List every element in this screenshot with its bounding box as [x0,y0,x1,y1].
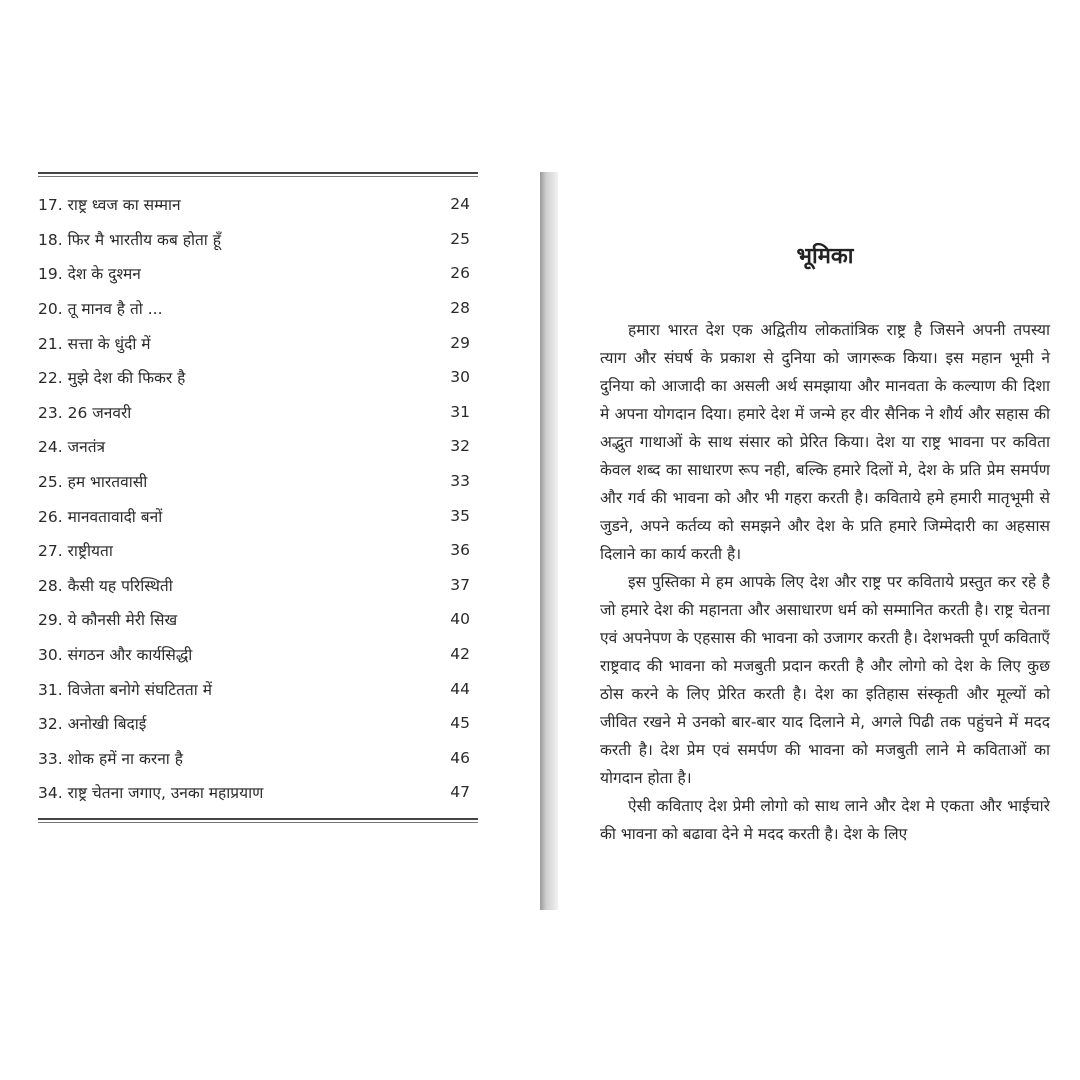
toc-entry-number: 29. [38,611,63,630]
toc-entry-title [38,262,141,284]
toc-entry-title [38,332,151,354]
toc-entry-page: 37 [450,575,470,594]
toc-entry-page: 28 [450,299,470,318]
toc-entry-text: 26 जनवरी [67,403,132,422]
toc-entry-text: देश के दुश्मन [67,265,141,284]
paragraph: हमारा भारत देश एक अद्वितीय लोकतांत्रिक राष्ट्र है जिसने अपनी तपस्या त्याग और संघर्ष के प्रकाश से दुनिया को जागरूक किया। इस महान भूमी ने दुनिया को आजादी का असली अर्थ समझाया और मानवता के कल्याण की दिशा मे अपना योगदान दिया। हमारे देश में जन्मे हर वीर सैनिक ने शौर्य और सहास की अद्भुत गाथाओं के साथ संसार को प्रेरित किया। देश या राष्ट्र भावना पर कविता केवल शब्द का साधारण रूप नही, बल्कि हमारे दिलों मे, देश के प्रति प्रेम समर्पण और गर्व की भावना को और भी गहरा करती है। कविताये हमे हमारी मातृभूमी से जुडने, अपने कर्तव्य को समझने और देश के प्रति हमारे जिम्मेदारी का अहसास दिलाने का कार्य करती है। [600,321,1050,563]
toc-entry-number: 27. [38,542,63,561]
toc-entry-number: 19. [38,265,63,284]
toc-entry-text: सत्ता के धुंदी में [67,334,151,353]
toc-entry-text: शोक हमें ना करना है [67,749,183,768]
toc-entry-title [38,608,177,630]
toc-entry-title [38,781,263,803]
toc-entry-page: 32 [450,437,470,456]
toc-entry-title [38,747,183,769]
toc-entry-title [38,366,185,388]
toc-entry-title [38,401,131,423]
toc-entry [38,533,478,568]
toc-entry-text: राष्ट्र ध्वज का सम्मान [67,196,181,215]
toc-entry-number: 23. [38,403,63,422]
toc-entry-page: 26 [450,264,470,283]
toc-entry [38,360,478,395]
toc-entry-page: 47 [450,783,470,802]
toc-entry-text: ये कौनसी मेरी सिख [67,611,178,630]
toc-entry-page: 31 [450,402,470,421]
toc-entry [38,637,478,672]
preface-body [600,316,1050,848]
toc-entry-page: 44 [450,679,470,698]
toc-entry-text: राष्ट्रीयता [67,542,113,561]
paragraph: ऐसी कविताए देश प्रेमी लोगो को साथ लाने और देश मे एकता और भाईचारे की भावना को बढावा देने मे मदद करती है। देश के लिए [600,797,1050,843]
toc-entry-text: अनोखी बिदाई [67,715,147,734]
toc-entry-title [38,505,162,527]
toc-entry [38,256,478,291]
toc-entry [38,291,478,326]
toc-entry [38,602,478,637]
toc-entry-number: 21. [38,334,63,353]
toc-entry-page: 36 [450,541,470,560]
toc-entry-title [38,539,113,561]
toc-entry-number: 25. [38,473,63,492]
toc-entry-number: 32. [38,715,63,734]
toc-entry-title [38,574,173,596]
toc-entry-number: 34. [38,784,63,803]
toc-entry [38,498,478,533]
toc-entry-page: 25 [450,229,470,248]
toc-entry-text: मानवतावादी बनों [67,507,163,526]
toc-entry [38,187,478,222]
toc-entry-number: 18. [38,230,63,249]
toc-entry-text: मुझे देश की फिकर है [67,369,186,388]
toc-entry [38,671,478,706]
toc-entry-title [38,678,212,700]
toc-entry-title [38,228,221,250]
toc-entry-number: 28. [38,576,63,595]
toc-entry-page: 29 [450,333,470,352]
toc-entry-page: 42 [450,645,470,664]
toc-entry-text: संगठन और कार्यसिद्धी [67,646,193,665]
preface-page [600,230,1050,848]
toc-entry-page: 30 [450,368,470,387]
table-of-contents [38,172,478,823]
toc-entry-text: हम भारतवासी [67,473,148,492]
toc-entry-number: 26. [38,507,63,526]
toc-entry-number: 17. [38,196,63,215]
toc-entry-title [38,193,181,215]
toc-entry-title [38,712,146,734]
toc-entry-number: 22. [38,369,63,388]
toc-entry-title [38,643,192,665]
toc-entry [38,429,478,464]
toc-entry [38,325,478,360]
toc-entry-text: तू मानव है तो ... [67,300,163,319]
toc-entry-page: 46 [450,748,470,767]
toc-entry-title [38,435,105,457]
toc-entry-number: 20. [38,300,63,319]
toc-entry [38,775,478,810]
toc-entry [38,222,478,257]
toc-entry-number: 24. [38,438,63,457]
toc-entry-text: कैसी यह परिस्थिती [67,576,173,595]
toc-entry-title [38,470,147,492]
toc-entry-text: विजेता बनोगे संघटितता में [67,680,212,699]
toc-entry-text: फिर मै भारतीय कब होता हूँ [67,230,221,249]
toc-entry-page: 45 [450,714,470,733]
toc-entry-number: 30. [38,646,63,665]
toc-entry [38,464,478,499]
book-gutter [540,172,558,910]
toc-entry-page: 40 [450,610,470,629]
toc-entry-page: 33 [450,472,470,491]
toc-entry-title [38,297,163,319]
toc-entry [38,706,478,741]
page-title: भूमिका [796,244,854,269]
toc-entry [38,741,478,776]
toc-entry-text: राष्ट्र चेतना जगाए, उनका महाप्रयाण [67,784,264,803]
paragraph: इस पुस्तिका मे हम आपके लिए देश और राष्ट्र पर कविताये प्रस्तुत कर रहे है जो हमारे देश की महानता और असाधारण धर्म को सम्मानित करती है। राष्ट्र चेतना एवं अपनेपण के एहसास की भावना को उजागर करती है। देशभक्ती पूर्ण कविताएँ राष्ट्रवाद की भावना को मजबुती प्रदान करती है और लोगो को देश के लिए कुछ ठोस करने के लिए प्रेरित करती है। देश का इतिहास संस्कृती और मूल्यों को जीवित रखने मे उनको बार-बार याद दिलाने मे, अगले पिढी तक पहुंचने में मदद करती है। देश प्रेम एवं समर्पण की भावना को मजबुती लाने मे कविताओं का योगदान होता है। [600,573,1050,787]
toc-entry [38,395,478,430]
toc-list [38,177,478,818]
bottom-rule [38,818,478,823]
toc-entry-number: 33. [38,749,63,768]
toc-entry-page: 24 [450,195,470,214]
toc-entry-page: 35 [450,506,470,525]
toc-entry [38,568,478,603]
toc-entry-number: 31. [38,680,63,699]
toc-entry-text: जनतंत्र [67,438,106,457]
